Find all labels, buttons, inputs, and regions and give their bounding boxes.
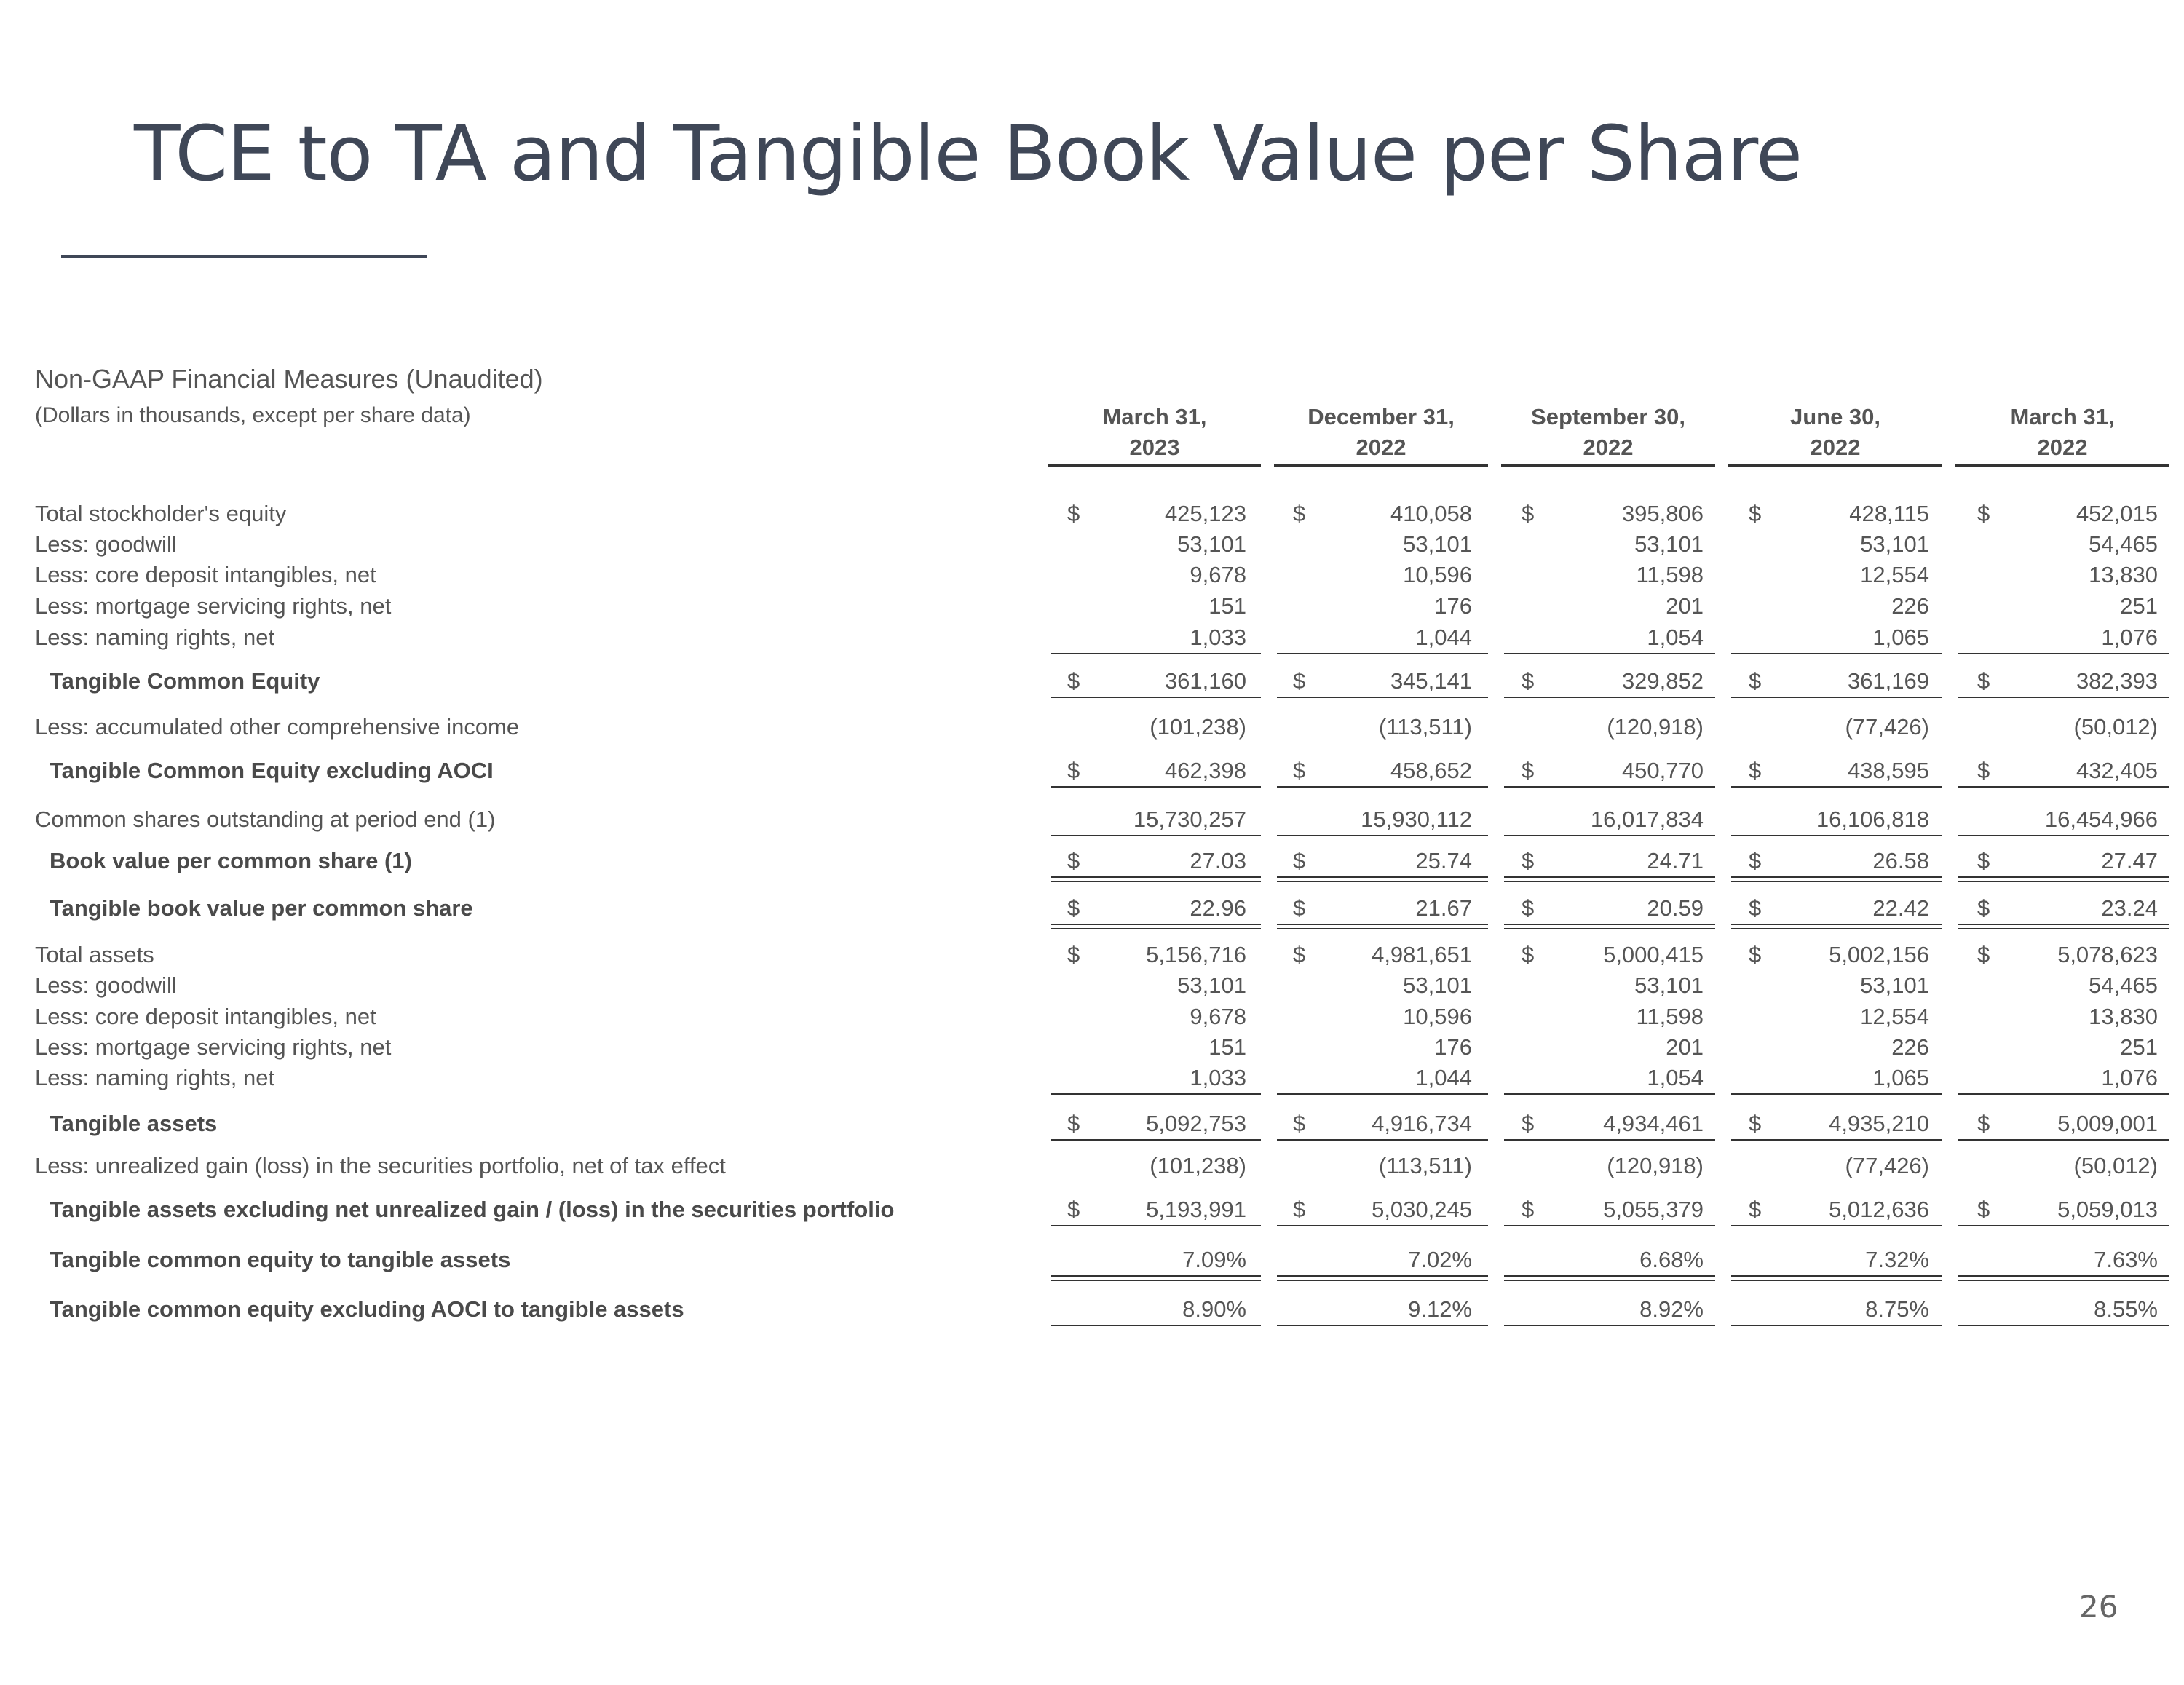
table-cell-value: 5,009,001 bbox=[2057, 1111, 2158, 1136]
title-underline bbox=[61, 255, 427, 258]
table-cell-value: 16,017,834 bbox=[1590, 806, 1704, 832]
row-label: Tangible common equity to tangible assets bbox=[50, 1247, 511, 1272]
dollar-sign: $ bbox=[1977, 848, 1990, 873]
cell-underline bbox=[1277, 786, 1488, 788]
dollar-sign: $ bbox=[1522, 758, 1535, 783]
column-header-period: March 31, bbox=[2010, 404, 2115, 429]
cell-underline bbox=[1504, 786, 1715, 788]
column-header-year: 2022 bbox=[2037, 435, 2088, 460]
table-cell-value: (50,012) bbox=[2073, 1153, 2158, 1178]
table-cell-value: (77,426) bbox=[1845, 1153, 1929, 1178]
cell-underline bbox=[1277, 1225, 1488, 1226]
row-label: Less: accumulated other comprehensive income bbox=[35, 714, 520, 740]
cell-underline bbox=[1731, 1139, 1942, 1141]
table-cell-value: 361,169 bbox=[1847, 668, 1929, 694]
dollar-sign: $ bbox=[1067, 848, 1080, 873]
table-cell-value: 5,059,013 bbox=[2057, 1197, 2158, 1222]
table-cell-value: (101,238) bbox=[1150, 1153, 1246, 1178]
dollar-sign: $ bbox=[1977, 1111, 1990, 1136]
table-cell-value: 15,930,112 bbox=[1361, 806, 1472, 832]
table-cell-value: 462,398 bbox=[1164, 758, 1246, 783]
cell-underline bbox=[1731, 835, 1942, 836]
table-cell-value: 151 bbox=[1208, 593, 1246, 619]
cell-underline bbox=[1731, 697, 1942, 698]
table-cell-value: 9,678 bbox=[1190, 1004, 1246, 1029]
table-cell-value: 22.42 bbox=[1872, 895, 1929, 921]
row-label: Less: core deposit intangibles, net bbox=[35, 1004, 376, 1029]
table-cell-value: 176 bbox=[1434, 593, 1472, 619]
table-cell-value: 452,015 bbox=[2076, 501, 2158, 526]
dollar-sign: $ bbox=[1522, 501, 1535, 526]
column-header-year: 2022 bbox=[1810, 435, 1861, 460]
table-cell-value: 53,101 bbox=[1403, 972, 1472, 998]
table-cell-value: 425,123 bbox=[1164, 501, 1246, 526]
dollar-sign: $ bbox=[1749, 895, 1762, 921]
dollar-sign: $ bbox=[1293, 501, 1306, 526]
table-cell-value: 25.74 bbox=[1415, 848, 1472, 873]
table-cell-value: 10,596 bbox=[1403, 1004, 1472, 1029]
page-number: 26 bbox=[2079, 1589, 2118, 1625]
table-cell-value: 27.47 bbox=[2101, 848, 2158, 873]
row-label: Tangible book value per common share bbox=[50, 895, 473, 921]
table-cell-value: 345,141 bbox=[1390, 668, 1472, 694]
dollar-sign: $ bbox=[1749, 668, 1762, 694]
table-cell-value: 1,033 bbox=[1190, 1065, 1246, 1090]
table-cell-value: 53,101 bbox=[1860, 531, 1929, 557]
table-cell-value: 54,465 bbox=[2089, 972, 2158, 998]
cell-underline bbox=[1051, 1275, 1261, 1281]
cell-underline bbox=[1051, 876, 1261, 882]
table-cell-value: 26.58 bbox=[1872, 848, 1929, 873]
cell-underline bbox=[1277, 835, 1488, 836]
dollar-sign: $ bbox=[1522, 942, 1535, 967]
dollar-sign: $ bbox=[1293, 1111, 1306, 1136]
table-cell-value: 5,078,623 bbox=[2057, 942, 2158, 967]
cell-underline bbox=[1958, 697, 2169, 698]
row-label: Less: naming rights, net bbox=[35, 625, 275, 650]
table-cell-value: 1,054 bbox=[1647, 1065, 1704, 1090]
table-cell-value: 7.32% bbox=[1865, 1247, 1929, 1272]
column-header-year: 2023 bbox=[1129, 435, 1180, 460]
row-label: Less: goodwill bbox=[35, 531, 177, 557]
cell-underline bbox=[1731, 876, 1942, 882]
cell-underline bbox=[1958, 835, 2169, 836]
cell-underline bbox=[1277, 924, 1488, 929]
table-cell-value: (113,511) bbox=[1378, 714, 1472, 740]
table-cell-value: 8.75% bbox=[1865, 1296, 1929, 1322]
cell-underline bbox=[1731, 1325, 1942, 1326]
table-cell-value: 4,934,461 bbox=[1603, 1111, 1704, 1136]
cell-underline bbox=[1504, 924, 1715, 929]
dollar-sign: $ bbox=[1293, 668, 1306, 694]
table-cell-value: 8.90% bbox=[1182, 1296, 1246, 1322]
table-cell-value: 12,554 bbox=[1860, 562, 1929, 587]
dollar-sign: $ bbox=[1067, 501, 1080, 526]
cell-underline bbox=[1958, 1139, 2169, 1141]
table-cell-value: 1,076 bbox=[2101, 625, 2158, 650]
column-header bbox=[1501, 402, 1715, 467]
cell-underline bbox=[1958, 786, 2169, 788]
column-header bbox=[1955, 402, 2169, 467]
dollar-sign: $ bbox=[1522, 895, 1535, 921]
cell-underline bbox=[1051, 1139, 1261, 1141]
table-cell-value: 226 bbox=[1891, 1034, 1929, 1060]
table-cell-value: 6.68% bbox=[1639, 1247, 1704, 1272]
cell-underline bbox=[1504, 653, 1715, 654]
row-label: Book value per common share (1) bbox=[50, 848, 412, 873]
dollar-sign: $ bbox=[1977, 758, 1990, 783]
cell-underline bbox=[1958, 1093, 2169, 1095]
dollar-sign: $ bbox=[1749, 501, 1762, 526]
table-cell-value: 54,465 bbox=[2089, 531, 2158, 557]
dollar-sign: $ bbox=[1977, 942, 1990, 967]
table-cell-value: 21.67 bbox=[1415, 895, 1472, 921]
table-cell-value: 151 bbox=[1208, 1034, 1246, 1060]
table-cell-value: 410,058 bbox=[1390, 501, 1472, 526]
table-cell-value: (101,238) bbox=[1150, 714, 1246, 740]
dollar-sign: $ bbox=[1067, 1111, 1080, 1136]
table-cell-value: (120,918) bbox=[1607, 1153, 1704, 1178]
dollar-sign: $ bbox=[1293, 1197, 1306, 1222]
row-label: Less: mortgage servicing rights, net bbox=[35, 593, 392, 619]
dollar-sign: $ bbox=[1067, 895, 1080, 921]
cell-underline bbox=[1504, 1139, 1715, 1141]
column-header-period: September 30, bbox=[1531, 404, 1685, 429]
table-cell-value: 7.02% bbox=[1408, 1247, 1472, 1272]
cell-underline bbox=[1277, 1093, 1488, 1095]
cell-underline bbox=[1051, 786, 1261, 788]
table-cell-value: 428,115 bbox=[1849, 501, 1929, 526]
table-cell-value: 27.03 bbox=[1190, 848, 1246, 873]
table-cell-value: 24.71 bbox=[1647, 848, 1704, 873]
table-cell-value: 201 bbox=[1666, 593, 1704, 619]
table-cell-value: 5,156,716 bbox=[1146, 942, 1246, 967]
table-cell-value: 5,030,245 bbox=[1372, 1197, 1472, 1222]
table-cell-value: 13,830 bbox=[2089, 562, 2158, 587]
cell-underline bbox=[1958, 1325, 2169, 1326]
cell-underline bbox=[1051, 924, 1261, 929]
dollar-sign: $ bbox=[1522, 1197, 1535, 1222]
table-cell-value: 1,065 bbox=[1872, 1065, 1929, 1090]
dollar-sign: $ bbox=[1293, 758, 1306, 783]
cell-underline bbox=[1504, 1225, 1715, 1226]
table-cell-value: 4,935,210 bbox=[1829, 1111, 1929, 1136]
table-cell-value: 438,595 bbox=[1847, 758, 1929, 783]
table-subheading: (Dollars in thousands, except per share data) bbox=[35, 403, 471, 427]
table-cell-value: 53,101 bbox=[1860, 972, 1929, 998]
dollar-sign: $ bbox=[1977, 501, 1990, 526]
cell-underline bbox=[1051, 1325, 1261, 1326]
table-cell-value: 20.59 bbox=[1647, 895, 1704, 921]
table-cell-value: 432,405 bbox=[2076, 758, 2158, 783]
cell-underline bbox=[1051, 835, 1261, 836]
table-cell-value: 1,044 bbox=[1415, 1065, 1472, 1090]
cell-underline bbox=[1731, 786, 1942, 788]
dollar-sign: $ bbox=[1522, 848, 1535, 873]
dollar-sign: $ bbox=[1749, 758, 1762, 783]
cell-underline bbox=[1958, 1275, 2169, 1281]
cell-underline bbox=[1731, 653, 1942, 654]
column-header bbox=[1048, 402, 1261, 467]
table-cell-value: 53,101 bbox=[1177, 531, 1246, 557]
column-header bbox=[1728, 402, 1942, 467]
table-cell-value: 16,106,818 bbox=[1816, 806, 1929, 832]
row-label: Tangible assets bbox=[50, 1111, 218, 1136]
table-cell-value: 23.24 bbox=[2101, 895, 2158, 921]
table-cell-value: (50,012) bbox=[2073, 714, 2158, 740]
table-cell-value: 382,393 bbox=[2076, 668, 2158, 694]
table-cell-value: 5,012,636 bbox=[1829, 1197, 1929, 1222]
table-cell-value: (77,426) bbox=[1845, 714, 1929, 740]
table-cell-value: 1,044 bbox=[1415, 625, 1472, 650]
column-header bbox=[1274, 402, 1488, 467]
cell-underline bbox=[1504, 697, 1715, 698]
column-header-year: 2022 bbox=[1356, 435, 1406, 460]
table-cell-value: 15,730,257 bbox=[1133, 806, 1246, 832]
cell-underline bbox=[1958, 653, 2169, 654]
table-cell-value: 4,916,734 bbox=[1372, 1111, 1472, 1136]
dollar-sign: $ bbox=[1067, 668, 1080, 694]
row-label: Tangible common equity excluding AOCI to tangible assets bbox=[50, 1296, 684, 1322]
row-label: Total assets bbox=[35, 942, 154, 967]
row-label: Total stockholder's equity bbox=[35, 501, 287, 526]
cell-underline bbox=[1051, 653, 1261, 654]
table-cell-value: 53,101 bbox=[1634, 531, 1704, 557]
table-cell-value: 8.55% bbox=[2094, 1296, 2158, 1322]
dollar-sign: $ bbox=[1977, 895, 1990, 921]
table-cell-value: (120,918) bbox=[1607, 714, 1704, 740]
cell-underline bbox=[1277, 653, 1488, 654]
table-cell-value: 5,055,379 bbox=[1603, 1197, 1704, 1222]
dollar-sign: $ bbox=[1749, 848, 1762, 873]
table-cell-value: (113,511) bbox=[1378, 1153, 1472, 1178]
table-cell-value: 226 bbox=[1891, 593, 1929, 619]
dollar-sign: $ bbox=[1977, 668, 1990, 694]
cell-underline bbox=[1958, 924, 2169, 929]
column-header-period: March 31, bbox=[1102, 404, 1207, 429]
table-cell-value: 11,598 bbox=[1636, 1004, 1704, 1029]
column-header-year: 2022 bbox=[1583, 435, 1634, 460]
cell-underline bbox=[1958, 876, 2169, 882]
table-cell-value: 5,000,415 bbox=[1603, 942, 1704, 967]
dollar-sign: $ bbox=[1067, 1197, 1080, 1222]
table-cell-value: 10,596 bbox=[1403, 562, 1472, 587]
table-cell-value: 251 bbox=[2120, 593, 2158, 619]
table-cell-value: 450,770 bbox=[1621, 758, 1704, 783]
cell-underline bbox=[1504, 1325, 1715, 1326]
table-cell-value: 395,806 bbox=[1621, 501, 1704, 526]
dollar-sign: $ bbox=[1522, 668, 1535, 694]
table-cell-value: 5,002,156 bbox=[1829, 942, 1929, 967]
table-cell-value: 1,065 bbox=[1872, 625, 1929, 650]
cell-underline bbox=[1277, 697, 1488, 698]
dollar-sign: $ bbox=[1067, 758, 1080, 783]
table-cell-value: 458,652 bbox=[1390, 758, 1472, 783]
cell-underline bbox=[1051, 1225, 1261, 1226]
cell-underline bbox=[1277, 1139, 1488, 1141]
row-label: Less: mortgage servicing rights, net bbox=[35, 1034, 392, 1060]
column-header-period: December 31, bbox=[1307, 404, 1455, 429]
table-cell-value: 4,981,651 bbox=[1372, 942, 1472, 967]
dollar-sign: $ bbox=[1749, 1111, 1762, 1136]
table-cell-value: 9,678 bbox=[1190, 562, 1246, 587]
table-cell-value: 1,033 bbox=[1190, 625, 1246, 650]
cell-underline bbox=[1051, 1093, 1261, 1095]
row-label: Common shares outstanding at period end (1) bbox=[35, 806, 496, 832]
cell-underline bbox=[1731, 924, 1942, 929]
cell-underline bbox=[1504, 876, 1715, 882]
cell-underline bbox=[1504, 1275, 1715, 1281]
dollar-sign: $ bbox=[1522, 1111, 1535, 1136]
table-cell-value: 361,160 bbox=[1164, 668, 1246, 694]
table-cell-value: 1,054 bbox=[1647, 625, 1704, 650]
dollar-sign: $ bbox=[1293, 942, 1306, 967]
cell-underline bbox=[1731, 1275, 1942, 1281]
table-cell-value: 53,101 bbox=[1177, 972, 1246, 998]
dollar-sign: $ bbox=[1749, 1197, 1762, 1222]
cell-underline bbox=[1504, 1093, 1715, 1095]
cell-underline bbox=[1504, 835, 1715, 836]
table-cell-value: 5,092,753 bbox=[1146, 1111, 1246, 1136]
row-label: Tangible Common Equity excluding AOCI bbox=[50, 758, 494, 783]
row-label: Less: naming rights, net bbox=[35, 1065, 275, 1090]
dollar-sign: $ bbox=[1293, 848, 1306, 873]
table-cell-value: 9.12% bbox=[1408, 1296, 1472, 1322]
cell-underline bbox=[1958, 1225, 2169, 1226]
table-cell-value: 7.09% bbox=[1182, 1247, 1246, 1272]
table-cell-value: 12,554 bbox=[1860, 1004, 1929, 1029]
row-label: Less: goodwill bbox=[35, 972, 177, 998]
dollar-sign: $ bbox=[1749, 942, 1762, 967]
table-cell-value: 329,852 bbox=[1621, 668, 1704, 694]
table-cell-value: 11,598 bbox=[1636, 562, 1704, 587]
row-label: Less: unrealized gain (loss) in the securities portfolio, net of tax effect bbox=[35, 1153, 726, 1178]
table-cell-value: 53,101 bbox=[1403, 531, 1472, 557]
slide-title: TCE to TA and Tangible Book Value per Share bbox=[134, 109, 1802, 198]
dollar-sign: $ bbox=[1977, 1197, 1990, 1222]
table-cell-value: 251 bbox=[2120, 1034, 2158, 1060]
table-cell-value: 176 bbox=[1434, 1034, 1472, 1060]
table-cell-value: 22.96 bbox=[1190, 895, 1246, 921]
dollar-sign: $ bbox=[1293, 895, 1306, 921]
cell-underline bbox=[1731, 1093, 1942, 1095]
row-label: Tangible assets excluding net unrealized gain / (loss) in the securities portfolio bbox=[50, 1197, 895, 1222]
table-cell-value: 53,101 bbox=[1634, 972, 1704, 998]
table-cell-value: 16,454,966 bbox=[2044, 806, 2158, 832]
row-label: Tangible Common Equity bbox=[50, 668, 320, 694]
column-header-period: June 30, bbox=[1789, 404, 1881, 429]
cell-underline bbox=[1277, 876, 1488, 882]
table-cell-value: 1,076 bbox=[2101, 1065, 2158, 1090]
table-cell-value: 5,193,991 bbox=[1146, 1197, 1246, 1222]
cell-underline bbox=[1277, 1275, 1488, 1281]
table-cell-value: 13,830 bbox=[2089, 1004, 2158, 1029]
row-label: Less: core deposit intangibles, net bbox=[35, 562, 376, 587]
table-cell-value: 8.92% bbox=[1639, 1296, 1704, 1322]
cell-underline bbox=[1277, 1325, 1488, 1326]
table-cell-value: 7.63% bbox=[2094, 1247, 2158, 1272]
cell-underline bbox=[1731, 1225, 1942, 1226]
cell-underline bbox=[1051, 697, 1261, 698]
table-heading: Non-GAAP Financial Measures (Unaudited) bbox=[35, 364, 543, 394]
dollar-sign: $ bbox=[1067, 942, 1080, 967]
table-cell-value: 201 bbox=[1666, 1034, 1704, 1060]
